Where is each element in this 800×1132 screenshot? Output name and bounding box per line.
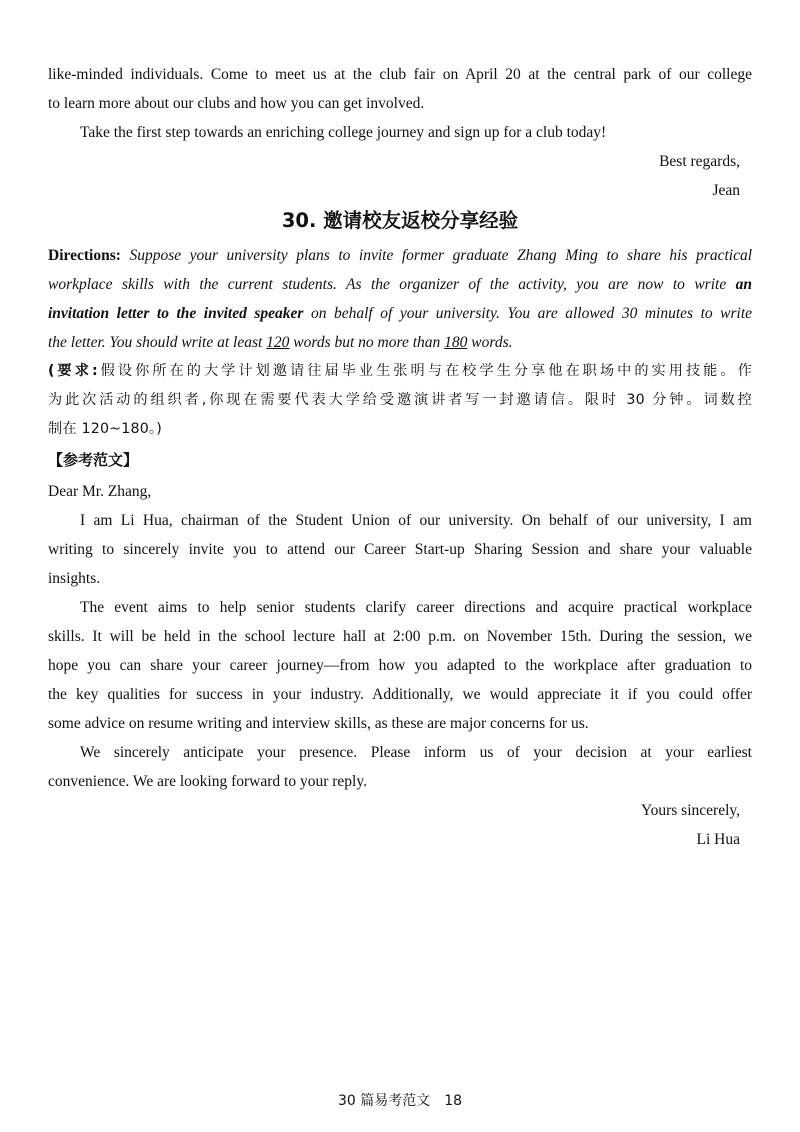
text-line: like-minded individuals. Come to meet us at the club fair on April 20 at the central park of our college xyxy=(48,66,752,83)
requirement-line: 为此次活动的组织者,你现在需要代表大学给受邀演讲者写一封邀请信。限时 30 分钟。词数控 xyxy=(48,392,752,408)
page-footer xyxy=(0,1090,800,1110)
text-line: convenience. We are looking forward to your reply. xyxy=(48,773,367,790)
requirement-line: 制在 120~180。) xyxy=(48,421,162,437)
directions-line xyxy=(48,270,752,299)
text-line: skills. It will be held in the school lecture hall at 2:00 p.m. on November 15th. During the session, we xyxy=(48,628,752,645)
directions-line xyxy=(48,299,752,328)
directions-text: workplace skills with the current students. As the organizer of the activity, you are now to write xyxy=(48,276,727,293)
directions-text: the letter. You should write at least xyxy=(48,334,263,351)
word-count-max: 180 xyxy=(444,334,468,351)
requirement-label: (要求: xyxy=(48,363,98,379)
directions-label: Directions: xyxy=(48,247,121,264)
page-number: 18 xyxy=(444,1093,463,1109)
closing: Best regards, xyxy=(659,153,740,170)
directions-bold-text: invitation letter to the invited speaker xyxy=(48,305,304,322)
requirement-line xyxy=(48,357,752,386)
requirement-text: 假设你所在的大学计划邀请往届毕业生张明与在校学生分享他在职场中的实用技能。作 xyxy=(97,363,752,379)
closing: Yours sincerely, xyxy=(640,802,740,819)
directions-bold-text: an xyxy=(735,276,753,293)
text-line: to learn more about our clubs and how you can get involved. xyxy=(48,95,425,112)
text-line: writing to sincerely invite you to attend our Career Start-up Sharing Session and share your valuable xyxy=(48,541,752,558)
book-title: 30 篇易考范文 xyxy=(337,1093,431,1109)
section-title: 30. 邀请校友返校分享经验 xyxy=(281,209,519,232)
text-line: insights. xyxy=(48,570,101,587)
directions-line xyxy=(48,328,752,357)
text-line: the key qualities for success in your industry. Additionally, we would appreciate it if you could offer xyxy=(48,686,752,703)
directions-text: on behalf of your university. You are allowed 30 minutes to write xyxy=(310,305,753,322)
text-line: We sincerely anticipate your presence. Please inform us of your decision at your earliest xyxy=(80,744,752,761)
directions-text: words. xyxy=(471,334,513,351)
text-line: hope you can share your career journey—from how you adapted to the workplace after graduation to xyxy=(48,657,752,674)
text-line: some advice on resume writing and interview skills, as these are major concerns for us. xyxy=(48,715,589,732)
signature: Jean xyxy=(712,182,740,199)
text-line: I am Li Hua, chairman of the Student Union of our university. On behalf of our university, I am xyxy=(80,512,752,529)
sample-heading-text: 【参考范文】 xyxy=(48,451,139,469)
text-line: Take the first step towards an enriching college journey and sign up for a club today! xyxy=(80,124,607,141)
directions-text: words but no more than xyxy=(293,334,441,351)
directions-line xyxy=(48,241,752,270)
text-line: The event aims to help senior students clarify career directions and acquire practical workplace xyxy=(80,599,752,616)
signature: Li Hua xyxy=(696,831,740,848)
word-count-min: 120 xyxy=(266,334,290,351)
salutation: Dear Mr. Zhang, xyxy=(48,483,152,500)
directions-text: Suppose your university plans to invite former graduate Zhang Ming to share his practical xyxy=(129,247,752,264)
